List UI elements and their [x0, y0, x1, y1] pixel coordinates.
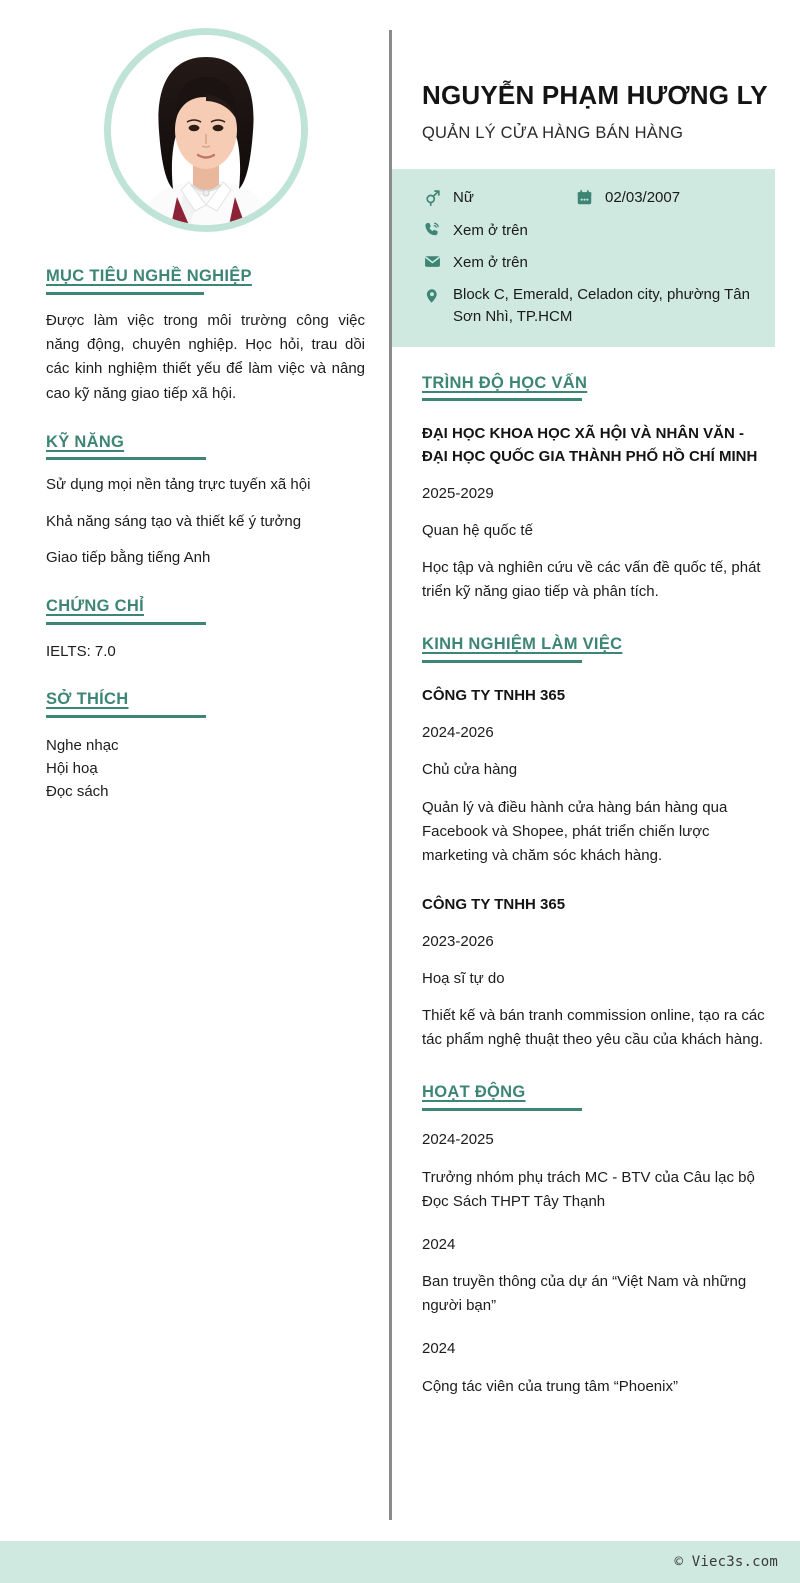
experience-entry [422, 685, 772, 868]
contact-band [392, 169, 775, 346]
objective-text: Được làm việc trong môi trường công việc năng động, chuyên nghiệp. Học hỏi, trau dồi các kinh nghiệm thiết yếu để làm việc và nâng cao kỹ năng giao tiếp xã hội. [46, 311, 365, 402]
contact-email [422, 252, 528, 273]
portrait-photo-graphic [111, 35, 301, 225]
section-activities [422, 1082, 772, 1399]
contact-birthday [574, 187, 680, 208]
education-description: Học tập và nghiên cứu về các vấn đề quốc tế, phát triển kỹ năng giao tiếp và phân tích. [422, 559, 761, 601]
contact-row [422, 252, 755, 273]
heading-rule [46, 622, 206, 625]
heading-rule [422, 398, 582, 401]
hobby-item: Đọc sách [46, 783, 109, 801]
left-column [0, 0, 389, 803]
envelope-icon [422, 252, 442, 272]
contact-row [422, 187, 755, 208]
heading-rule [422, 1108, 582, 1111]
activity-description: Trưởng nhóm phụ trách MC - BTV của Câu lạc bộ Đọc Sách THPT Tây Thạnh [422, 1168, 755, 1210]
certificate-item: IELTS: 7.0 [46, 642, 116, 660]
experience-date: 2023-2026 [422, 932, 494, 950]
heading-rule [46, 457, 206, 460]
activity-description: Ban truyền thông của dự án “Việt Nam và những người bạn” [422, 1273, 747, 1315]
skill-item: Khả năng sáng tạo và thiết kế ý tưởng [46, 512, 302, 530]
footer-bar [0, 1541, 800, 1583]
contact-phone [422, 220, 528, 241]
company-name: CÔNG TY TNHH 365 [422, 895, 566, 913]
activity-date: 2024-2025 [422, 1130, 494, 1148]
phone-icon [422, 220, 442, 240]
heading-rule [46, 292, 204, 295]
experience-description: Thiết kế và bán tranh commission online, tạo ra các tác phẩm nghệ thuật theo yêu cầu của khách hàng. [422, 1007, 765, 1049]
skill-item: Giao tiếp bằng tiếng Anh [46, 549, 211, 567]
experience-role: Hoạ sĩ tự do [422, 969, 505, 987]
section-education [422, 373, 772, 605]
gender-icon [422, 187, 442, 207]
location-pin-icon [422, 286, 442, 306]
calendar-icon [574, 187, 594, 207]
contact-gender [422, 187, 574, 208]
birthday-value: 02/03/2007 [605, 189, 681, 207]
avatar [104, 28, 308, 232]
heading-rule [422, 660, 582, 663]
job-title: QUẢN LÝ CỬA HÀNG BÁN HÀNG [422, 124, 684, 143]
hobby-list [46, 734, 365, 804]
activity-entry [422, 1338, 772, 1399]
section-hobbies [46, 689, 365, 803]
company-name: CÔNG TY TNHH 365 [422, 686, 566, 704]
contact-row [422, 284, 755, 327]
experience-description: Quản lý và điều hành cửa hàng bán hàng qua Facebook và Shopee, phát triển chiến lược marketing và chăm sóc khách hàng. [422, 798, 728, 864]
section-certificates [46, 596, 365, 663]
section-heading-skills: KỸ NĂNG [46, 432, 125, 451]
section-heading-experience: KINH NGHIỆM LÀM VIỆC [422, 635, 623, 654]
address-value: Block C, Emerald, Celadon city, phường Tân Sơn Nhì, TP.HCM [453, 286, 750, 325]
activity-date: 2024 [422, 1340, 456, 1358]
experience-entry [422, 894, 772, 1053]
hobby-item: Nghe nhạc [46, 736, 119, 754]
section-heading-objective: MỤC TIÊU NGHỀ NGHIỆP [46, 267, 252, 285]
activity-description: Cộng tác viên của trung tâm “Phoenix” [422, 1378, 678, 1396]
section-heading-education: TRÌNH ĐỘ HỌC VẤN [422, 373, 588, 392]
activity-entry [422, 1234, 772, 1319]
section-heading-hobbies: SỞ THÍCH [46, 690, 129, 709]
email-value: Xem ở trên [453, 253, 528, 271]
contact-row [422, 220, 755, 241]
page-title: NGUYỄN PHẠM HƯƠNG LY [422, 80, 768, 110]
skill-item: Sử dụng mọi nền tảng trực tuyến xã hội [46, 476, 311, 494]
school-name: ĐẠI HỌC KHOA HỌC XÃ HỘI VÀ NHÂN VĂN - ĐẠI HỌC QUỐC GIA THÀNH PHỐ HỒ CHÍ MINH [422, 425, 758, 465]
watermark: © Viec3s.com [674, 1554, 778, 1570]
section-heading-activities: HOẠT ĐỘNG [422, 1083, 526, 1102]
section-skills [46, 432, 365, 570]
education-major: Quan hệ quốc tế [422, 521, 533, 539]
contact-address [422, 284, 755, 327]
activity-date: 2024 [422, 1235, 456, 1253]
activity-entry [422, 1129, 772, 1214]
header-block [392, 0, 800, 143]
experience-date: 2024-2026 [422, 724, 494, 742]
experience-role: Chủ cửa hàng [422, 760, 518, 778]
right-body [392, 373, 800, 1399]
gender-value: Nữ [453, 189, 474, 207]
hobby-item: Hội hoạ [46, 759, 98, 777]
section-heading-certificates: CHỨNG CHỈ [46, 596, 144, 615]
section-experience [422, 634, 772, 1052]
education-date: 2025-2029 [422, 484, 494, 502]
education-entry [422, 423, 772, 604]
heading-rule [46, 715, 206, 718]
right-column [392, 0, 800, 1399]
section-objective [46, 266, 365, 406]
portrait-photo [111, 35, 301, 225]
phone-value: Xem ở trên [453, 221, 528, 239]
